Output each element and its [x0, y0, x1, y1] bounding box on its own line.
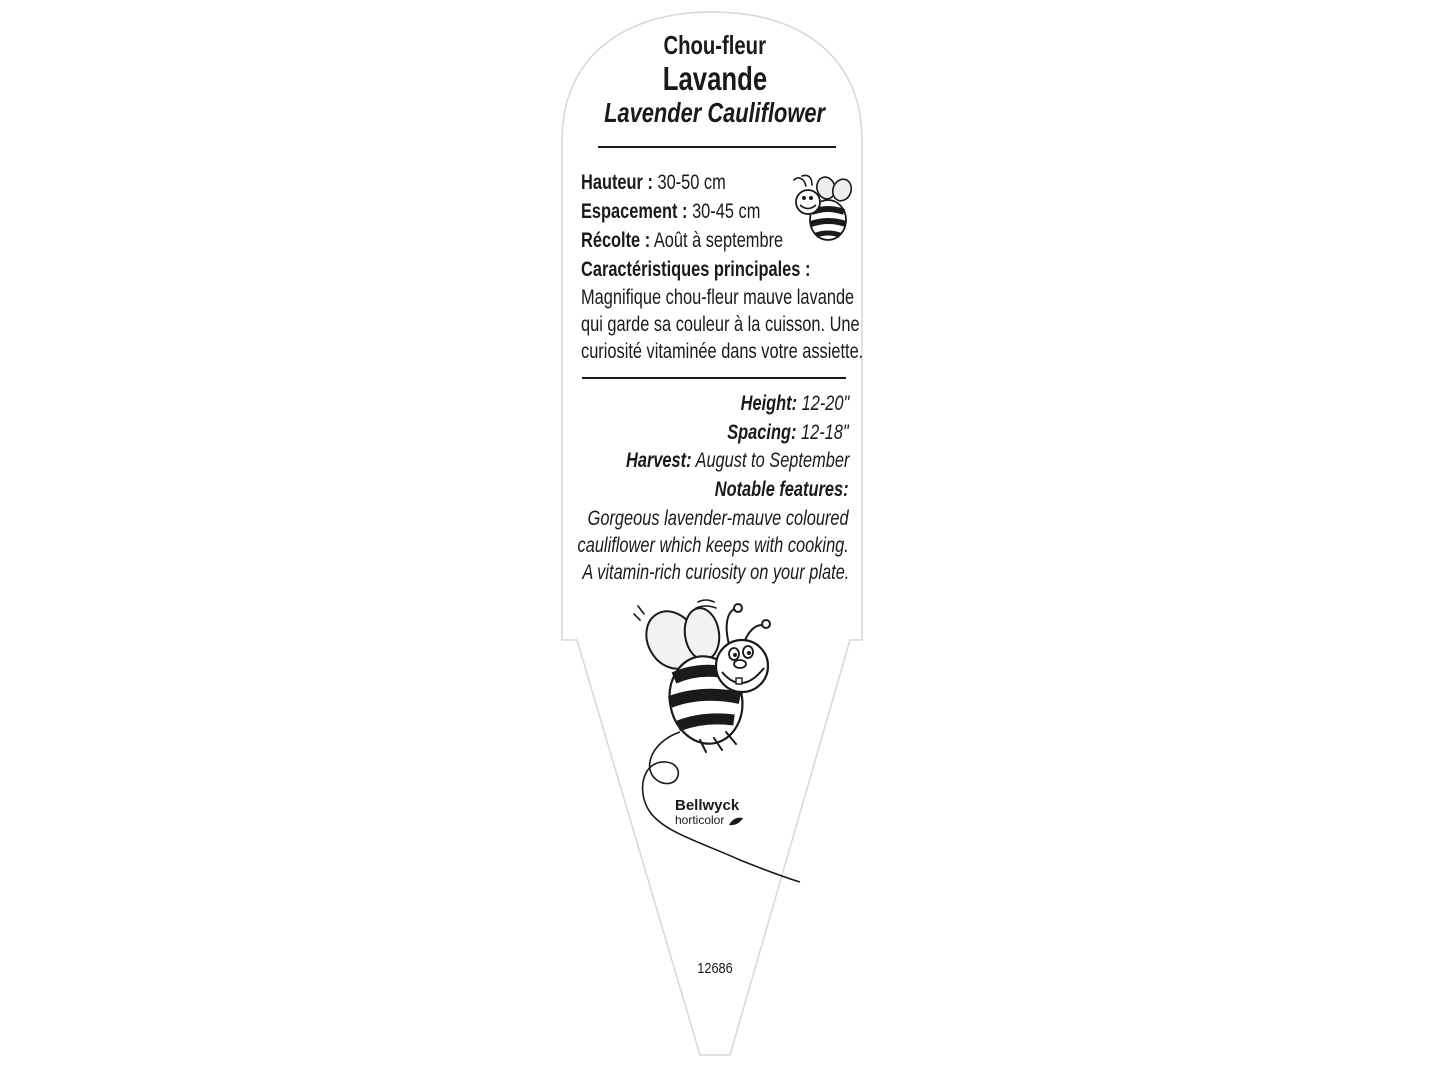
- en-height-label: Height:: [740, 392, 797, 415]
- en-features-line: cauliflower which keeps with cooking.: [577, 534, 849, 557]
- en-features-label: Notable features:: [715, 478, 849, 501]
- divider-middle: [582, 377, 846, 379]
- en-features-line: Gorgeous lavender-mauve coloured: [587, 507, 849, 530]
- fr-harvest: [581, 229, 783, 253]
- en-height: [740, 392, 849, 416]
- en-harvest-value: August to September: [695, 449, 849, 472]
- en-spacing-value: 12-18": [801, 421, 849, 444]
- fr-harvest-label: Récolte :: [581, 229, 651, 252]
- title-french-line2: Lavande: [662, 60, 768, 97]
- fr-features-line: curiosité vitaminée dans votre assiette.: [581, 340, 864, 363]
- en-spacing: [728, 421, 849, 445]
- divider-top: [598, 146, 836, 148]
- leaf-icon: [728, 816, 744, 826]
- fr-height-value: 30-50 cm: [657, 171, 726, 194]
- en-spacing-label: Spacing:: [727, 421, 797, 444]
- brand-name: Bellwyck: [675, 797, 740, 814]
- fr-spacing-label: Espacement :: [581, 200, 688, 223]
- fr-features-label: Caractéristiques principales :: [581, 258, 811, 281]
- fr-height-label: Hauteur :: [581, 171, 653, 194]
- fr-features-line: Magnifique chou-fleur mauve lavande: [581, 286, 855, 309]
- fr-spacing: [581, 200, 760, 224]
- fr-height: [581, 171, 726, 195]
- product-code: 12686: [697, 960, 733, 977]
- fr-harvest-value: Août à septembre: [653, 229, 784, 252]
- en-height-value: 12-20": [801, 392, 849, 415]
- fr-features-line: qui garde sa couleur à la cuisson. Une: [581, 313, 860, 336]
- fr-spacing-value: 30-45 cm: [692, 200, 761, 223]
- en-features-line: A vitamin-rich curiosity on your plate.: [581, 561, 849, 584]
- en-harvest: [626, 449, 849, 473]
- en-harvest-label: Harvest:: [625, 449, 692, 472]
- title-french-line1: Chou-fleur: [663, 30, 767, 60]
- large-bee-illustration: [610, 592, 810, 892]
- small-bee-icon: [786, 172, 856, 246]
- title-english: Lavender Cauliflower: [604, 97, 826, 128]
- brand-sub: horticolor: [675, 813, 744, 827]
